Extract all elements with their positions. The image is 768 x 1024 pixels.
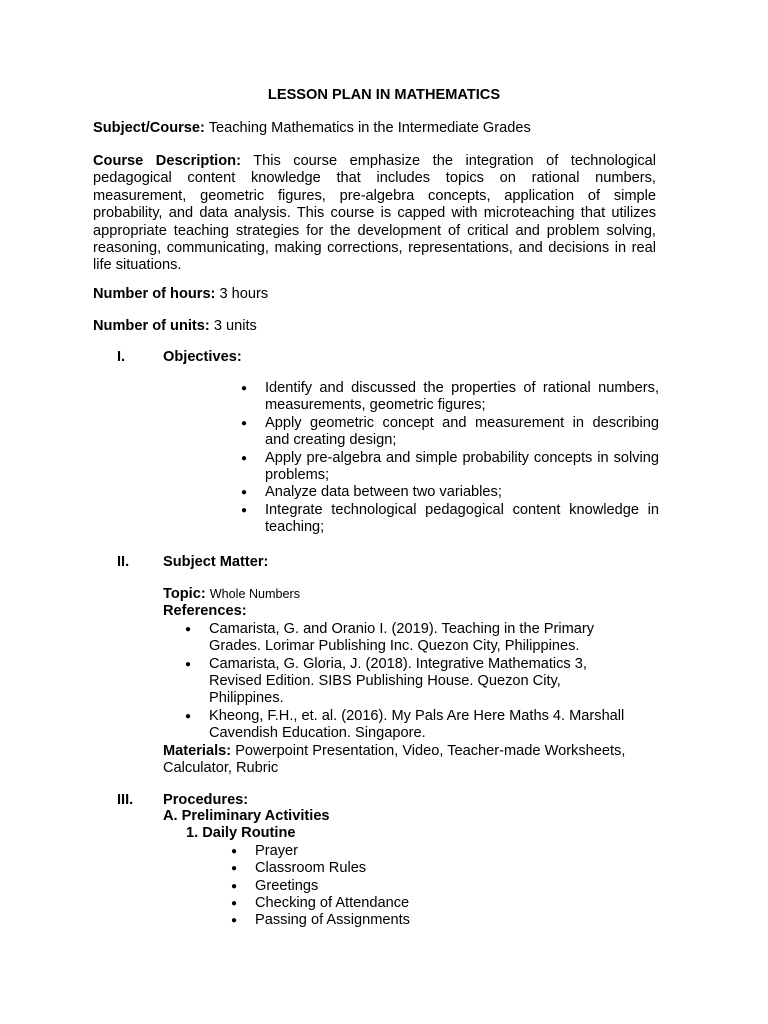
section-heading-objectives: Objectives: — [163, 349, 242, 365]
routine-text: Greetings — [255, 877, 319, 894]
list-item — [241, 414, 659, 450]
reference-text: Camarista, G. and Oranio I. (2019). Teaching in the Primary Grades. Lorimar Publishing Inc. Quezon City, Philippines. — [209, 620, 595, 655]
bullet-icon: ● — [241, 383, 248, 394]
bullet-icon: ● — [241, 452, 248, 464]
section-heading-subject-matter: Subject Matter: — [163, 554, 269, 570]
course-description-label: Course Description: — [93, 153, 241, 169]
bullet-icon: ● — [241, 504, 248, 516]
bullet-icon: ● — [185, 710, 192, 722]
section-numeral-subject-matter: II. — [117, 554, 130, 570]
daily-routine-list — [231, 842, 663, 930]
routine-text: Passing of Assignments — [255, 912, 410, 929]
references-list — [185, 620, 629, 743]
bullet-icon: ● — [231, 880, 238, 892]
list-item — [241, 380, 659, 415]
subject-course-line — [93, 120, 656, 137]
objective-text: Identify and discussed the properties of rational numbers, measurements, geometric figures; — [265, 380, 659, 414]
list-item — [241, 449, 659, 485]
topic-value: Whole Numbers — [209, 587, 301, 601]
reference-text: Kheong, F.H., et. al. (2016). My Pals Are Here Maths 4. Marshall Cavendish Education. Singapore. — [209, 707, 625, 742]
subject-matter-block — [163, 586, 663, 777]
bullet-icon: ● — [231, 863, 238, 875]
units-label: Number of units: — [93, 318, 210, 334]
section-numeral-objectives: I. — [117, 349, 126, 365]
bullet-icon: ● — [231, 898, 238, 910]
objective-text: Apply geometric concept and measurement in describing and creating design; — [265, 414, 659, 449]
bullet-icon: ● — [231, 915, 238, 927]
units-value: 3 units — [213, 318, 257, 334]
bullet-icon: ● — [185, 623, 192, 635]
list-item — [185, 655, 629, 708]
list-item — [185, 707, 629, 743]
list-item — [241, 501, 659, 537]
objective-text: Analyze data between two variables; — [265, 484, 502, 501]
list-item — [231, 860, 663, 877]
routine-text: Checking of Attendance — [255, 895, 410, 912]
routine-text: Prayer — [255, 842, 298, 859]
hours-line — [93, 286, 656, 303]
document-title: LESSON PLAN IN MATHEMATICS — [267, 87, 501, 103]
topic-label: Topic: — [163, 586, 206, 602]
topic-line — [163, 586, 663, 603]
objective-text: Apply pre-algebra and simple probability concepts in solving problems; — [265, 449, 659, 484]
bullet-icon: ● — [231, 845, 238, 857]
procedures-sub-a: A. Preliminary Activities — [163, 808, 330, 824]
materials-line — [163, 743, 663, 778]
course-description-value: This course emphasize the integration of technological pedagogical content knowledge that includes topics on rational numbers, measurement, geometric figures, pre-algebra concepts, application of simple probability, and data analysis. This course is capped with microteaching that utilizes appropriate teaching strategies for the development of critical and problem solving, reasoning, communicating, making corrections, representations, and decisions in real life situations. — [93, 153, 656, 274]
list-item — [231, 842, 663, 860]
list-item — [231, 895, 663, 912]
objectives-list — [241, 380, 659, 537]
section-numeral-procedures: III. — [117, 792, 134, 808]
routine-text: Classroom Rules — [255, 860, 367, 877]
procedures-block — [163, 808, 663, 930]
list-item — [231, 912, 663, 929]
list-item — [241, 484, 659, 501]
bullet-icon: ● — [185, 658, 192, 670]
bullet-icon: ● — [241, 417, 248, 429]
materials-label: Materials: — [163, 742, 232, 759]
units-line — [93, 318, 656, 335]
objective-text: Integrate technological pedagogical content knowledge in teaching; — [265, 501, 659, 536]
bullet-icon: ● — [241, 487, 248, 499]
procedures-sub-1: 1. Daily Routine — [186, 825, 296, 842]
course-description-paragraph — [93, 153, 656, 275]
list-item — [231, 877, 663, 895]
section-heading-procedures: Procedures: — [163, 792, 249, 808]
list-item — [185, 620, 629, 656]
hours-label: Number of hours: — [93, 286, 216, 302]
references-label: References: — [163, 603, 247, 620]
hours-value: 3 hours — [219, 286, 269, 302]
materials-value: Powerpoint Presentation, Video, Teacher-made Worksheets, Calculator, Rubric — [163, 742, 626, 777]
subject-course-label: Subject/Course: — [93, 120, 205, 136]
subject-course-value: Teaching Mathematics in the Intermediate Grades — [208, 120, 531, 136]
reference-text: Camarista, G. Gloria, J. (2018). Integrative Mathematics 3, Revised Edition. SIBS Publishing House. Quezon City, Philippines. — [209, 655, 587, 707]
